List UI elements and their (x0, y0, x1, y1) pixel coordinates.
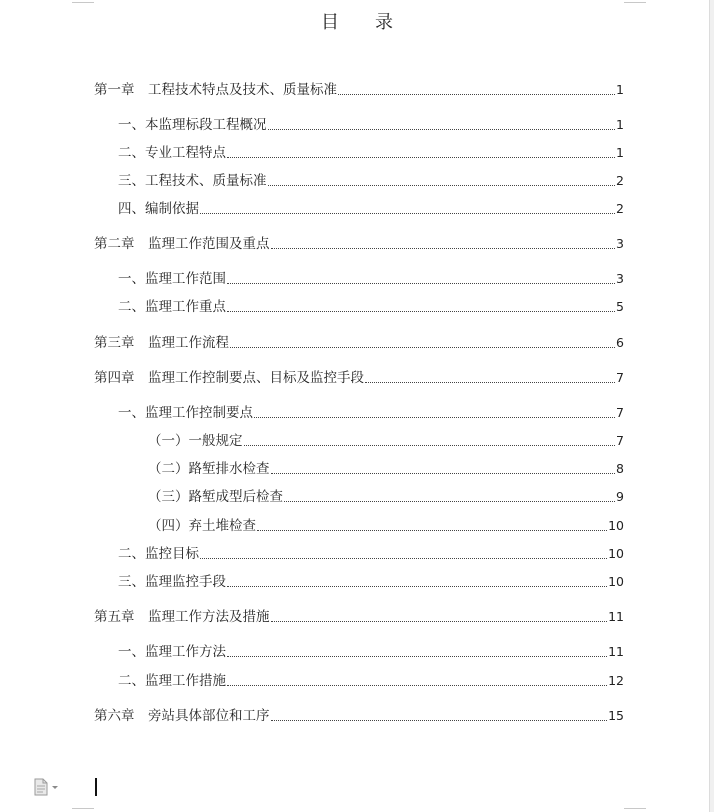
toc-title (0, 8, 714, 34)
toc-page-number: 3 (616, 271, 624, 286)
toc-page-number: 1 (616, 117, 624, 132)
toc-page-number: 11 (608, 609, 624, 624)
crop-mark-top-right (624, 0, 646, 3)
toc-entry[interactable] (94, 81, 624, 99)
toc-page-number: 2 (616, 201, 624, 216)
toc-leader-dots (284, 500, 615, 502)
toc-entry[interactable] (118, 573, 624, 591)
toc-leader-dots (271, 620, 608, 622)
toc-leader-dots (271, 719, 608, 721)
toc-leader-dots (257, 529, 607, 531)
toc-entry-label: 二、监控目标 (118, 546, 199, 562)
toc-entry[interactable] (148, 517, 624, 535)
toc-entry[interactable] (118, 298, 624, 316)
toc-page-number: 9 (616, 489, 624, 504)
toc-entry[interactable] (94, 334, 624, 352)
toc-entry-label: 二、专业工程特点 (118, 145, 226, 161)
toc-leader-dots (365, 381, 615, 383)
toc-leader-dots (244, 444, 616, 446)
toc-leader-dots (271, 472, 616, 474)
toc-entry[interactable] (94, 608, 624, 626)
crop-mark-top-left (72, 0, 94, 3)
toc-leader-dots (227, 585, 607, 587)
toc-leader-dots (254, 416, 615, 418)
toc-entry-label: 一、本监理标段工程概况 (118, 117, 267, 133)
toc-page-number: 11 (608, 644, 624, 659)
toc-entry[interactable] (94, 235, 624, 253)
toc-entry-label: 三、工程技术、质量标准 (118, 173, 267, 189)
toc-leader-dots (227, 655, 607, 657)
toc-entry-label: 一、监理工作范围 (118, 271, 226, 287)
toc-entry-label: 三、监理监控手段 (118, 574, 226, 590)
toc-leader-dots (227, 684, 607, 686)
toc-leader-dots (227, 310, 615, 312)
toc-page-number: 2 (616, 173, 624, 188)
toc-entry-label: 四、编制依据 (118, 201, 199, 217)
toc-title-char-2: 录 (375, 12, 393, 33)
toc-page-number: 6 (616, 335, 624, 350)
toc-page-number: 5 (616, 299, 624, 314)
toc-entry-label: 第六章 旁站具体部位和工序 (94, 708, 270, 724)
toc-entry[interactable] (118, 545, 624, 563)
toc-leader-dots (200, 212, 615, 214)
toc-entry[interactable] (118, 200, 624, 218)
toc-entry-label: （三）路堑成型后检查 (148, 489, 283, 505)
toc-leader-dots (230, 346, 615, 348)
toc-leader-dots (227, 156, 615, 158)
toc-entry-label: （二）路堑排水检查 (148, 461, 270, 477)
toc-entry[interactable] (118, 404, 624, 422)
toc-entry[interactable] (148, 460, 624, 478)
toc-page-number: 1 (616, 145, 624, 160)
toc-entry[interactable] (118, 116, 624, 134)
toc-page-number: 7 (616, 433, 624, 448)
toc-entry-label: 第一章 工程技术特点及技术、质量标准 (94, 82, 337, 98)
toc-entry[interactable] (118, 144, 624, 162)
toc-page-number: 7 (616, 370, 624, 385)
toc-entry[interactable] (118, 672, 624, 690)
toc-entry-label: 一、监理工作控制要点 (118, 405, 253, 421)
toc-page-number: 15 (608, 708, 624, 723)
toc-entry[interactable] (94, 707, 624, 725)
toc-entry[interactable] (118, 172, 624, 190)
toc-leader-dots (271, 247, 616, 249)
toc-title-char-1: 目 (321, 12, 339, 33)
toc-entry-label: （一）一般规定 (148, 433, 243, 449)
toc-leader-dots (338, 93, 615, 95)
toc-leader-dots (268, 184, 616, 186)
toc-page-number: 10 (608, 546, 624, 561)
toc-entry[interactable] (118, 643, 624, 661)
crop-mark-bottom-left (72, 808, 94, 811)
toc-entry-label: （四）弃土堆检查 (148, 518, 256, 534)
document-options-icon[interactable] (32, 778, 62, 796)
toc-entry[interactable] (148, 432, 624, 450)
toc-entry-label: 二、监理工作措施 (118, 673, 226, 689)
toc-leader-dots (200, 557, 607, 559)
toc-entry-label: 一、监理工作方法 (118, 644, 226, 660)
toc-entry-label: 第五章 监理工作方法及措施 (94, 609, 270, 625)
toc-entry-label: 第三章 监理工作流程 (94, 335, 229, 351)
toc-leader-dots (227, 282, 615, 284)
toc-entry-label: 二、监理工作重点 (118, 299, 226, 315)
toc-entry-label: 第二章 监理工作范围及重点 (94, 236, 270, 252)
toc-page-number: 7 (616, 405, 624, 420)
toc-page-number: 3 (616, 236, 624, 251)
toc-page-number: 1 (616, 82, 624, 97)
toc-entry[interactable] (94, 369, 624, 387)
toc-leader-dots (268, 128, 616, 130)
text-cursor (95, 778, 97, 796)
toc-page-number: 12 (608, 673, 624, 688)
toc-page-number: 10 (608, 518, 624, 533)
toc-entry[interactable] (118, 270, 624, 288)
toc-entry[interactable] (148, 488, 624, 506)
page-scroll-edge (709, 0, 714, 812)
toc-entry-label: 第四章 监理工作控制要点、目标及监控手段 (94, 370, 364, 386)
toc-page-number: 8 (616, 461, 624, 476)
toc-page-number: 10 (608, 574, 624, 589)
crop-mark-bottom-right (624, 808, 646, 811)
